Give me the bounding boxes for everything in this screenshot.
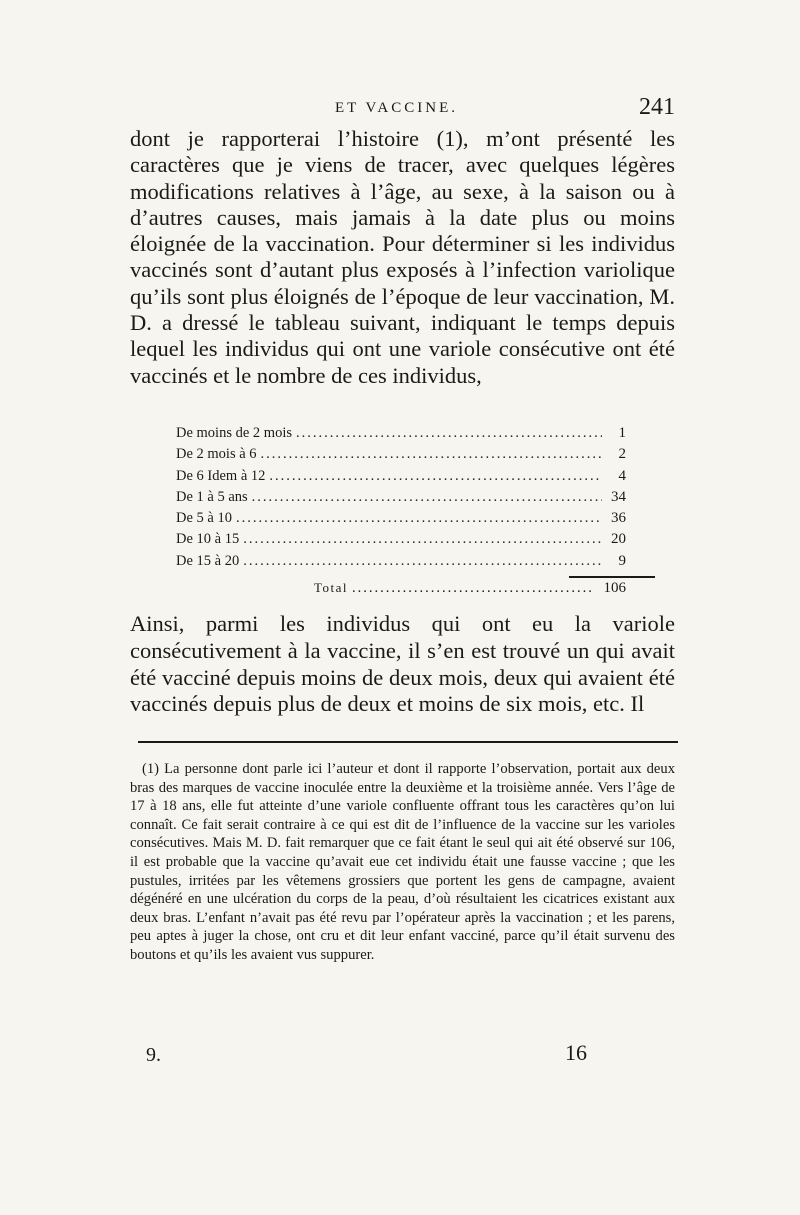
row-value: 2 [618,446,626,463]
footnote-rule [138,741,678,743]
page-number: 241 [639,94,675,120]
row-label: De 6 Idem à 12 [176,467,266,484]
row-label: De 10 à 15 [176,531,240,548]
total-value: 106 [603,580,626,596]
table-row [176,553,626,574]
footnote: (1) La personne dont parle ici l’auteur et dont il rapporte l’observation, portait aux deux bras des marques de vaccine inoculée entre la deuxième et la troisième année. Vers l’âge de 17 à 18 ans, elle fut atteinte d’une variole confluente offrant tous les caractères qu’on lui connaît. Ce fait serait contraire à ce qui est dit de l’influence de la vaccine sur les varioles consécutives. Mais M. D. fait remarquer que ce fait étant le seul qui ait été observé sur 106, il est probable que la vaccine qu’avait eue cet individu était une fausse vaccine ; que les pustules, irritées par les vêtemens grossiers que portent les gens de campagne, avaient dégénéré en une ulcération du corps de la peau, d’où résultaient les cicatrices existant aux deux bras. L’enfant n’avait pas été revu par l’opérateur après la vaccination ; et les parens, peu aptes à juger la chose, ont cru et dit leur enfant vacciné, parce qu’il était survenu des boutons et qu’ils les avaient vus suppurer. [130,761,675,963]
leader-dots [261,446,602,463]
vaccination-table [176,425,626,596]
body-paragraph-1: dont je rapporterai l’histoire (1), m’ont présenté les caractères que je viens de tracer, avec quelques légères modifications relatives à l’âge, au sexe, à la saison ou à d’autres causes, mais jamais à la date plus ou moins éloignée de la vaccination. Pour déterminer si les individus vaccinés sont d’autant plus exposés à l’infection variolique qu’ils sont plus éloignés de l’époque de leur vaccination, M. D. a dressé le tableau suivant, indiquant le temps depuis lequel les individus qui ont une variole consécutive ont été vaccinés et le nombre de ces individus, [130,126,675,388]
running-head [130,94,675,124]
signature-mark: 9. [146,1044,161,1066]
row-label: De 5 à 10 [176,510,232,527]
row-label: De 2 mois à 6 [176,446,257,463]
row-value: 1 [618,425,626,441]
leader-dots [243,553,602,570]
table-row [176,510,626,531]
row-label: De 1 à 5 ans [176,488,248,505]
table-row [176,531,626,552]
row-value: 36 [611,510,626,527]
total-rule [569,576,655,578]
table-row [176,468,626,489]
total-label: Total [314,580,349,595]
table-row [176,425,626,446]
leader-dots [252,489,602,506]
total-row [314,580,626,597]
leader-dots [296,425,602,442]
row-value: 34 [611,488,626,505]
leader-dots [236,510,602,527]
table-row [176,446,626,467]
row-label: De moins de 2 mois [176,425,292,441]
running-title: ET VACCINE. [335,100,459,116]
row-value: 20 [611,531,626,548]
leader-dots [352,580,594,597]
leader-dots [243,531,602,548]
table-row [176,489,626,510]
row-value: 9 [618,552,626,569]
row-label: De 15 à 20 [176,552,240,569]
signature-number: 16 [565,1040,587,1065]
row-value: 4 [618,467,626,484]
leader-dots [269,468,602,485]
body-paragraph-2: Ainsi, parmi les individus qui ont eu la variole consécutivement à la vaccine, il s’en est trouvé un qui avait été vacciné depuis moins de deux mois, deux qui avaient été vaccinés depuis plus de deux et moins de six mois, etc. Il [130,611,675,717]
